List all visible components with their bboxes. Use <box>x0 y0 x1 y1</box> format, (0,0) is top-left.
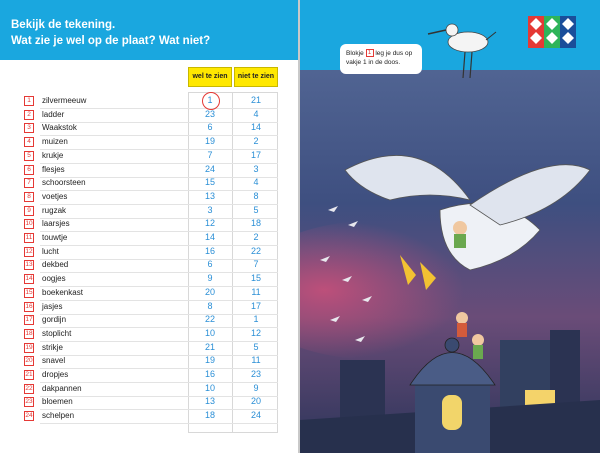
row-word: flesjes <box>42 164 65 174</box>
value-seen: 23 <box>204 108 215 119</box>
row-number: 22 <box>25 384 33 392</box>
table-row <box>0 355 298 369</box>
row-number: 19 <box>25 343 33 351</box>
row-word: schoorsteen <box>42 178 86 188</box>
table-row <box>0 205 298 219</box>
row-number: 3 <box>24 123 34 133</box>
bubble-text-start: Blokje <box>346 50 364 57</box>
row-word: lucht <box>42 246 59 256</box>
row-number: 11 <box>25 234 33 241</box>
value-not-seen: 5 <box>253 341 259 352</box>
bubble-number-box: 1 <box>366 49 374 57</box>
table-row <box>0 150 298 164</box>
table-row <box>0 273 298 287</box>
table-row <box>0 369 298 383</box>
row-number: 15 <box>25 288 33 296</box>
left-page <box>0 0 298 453</box>
row-number: 20 <box>25 357 33 365</box>
row-word: muizen <box>42 137 68 147</box>
row-word: stoplicht <box>42 328 72 338</box>
row-number: 1 <box>24 96 34 106</box>
row-word: voetjes <box>42 191 68 201</box>
column-header-not-seen: niet te zien <box>234 67 278 87</box>
highlight-circle <box>202 92 220 110</box>
value-not-seen: 15 <box>250 273 261 284</box>
value-seen: 19 <box>204 355 215 366</box>
instruction-header <box>0 0 298 60</box>
value-seen: 1 <box>207 95 213 105</box>
row-word: gordijn <box>42 315 67 325</box>
value-not-seen: 14 <box>250 122 261 133</box>
table-row <box>0 177 298 191</box>
value-seen: 19 <box>204 136 215 147</box>
value-not-seen: 12 <box>250 327 261 338</box>
row-number: 2 <box>24 110 34 120</box>
row-number: 16 <box>25 302 33 310</box>
row-word: jasjes <box>42 301 63 311</box>
value-not-seen: 23 <box>250 369 261 379</box>
table-row <box>0 287 298 301</box>
row-word: Waakstok <box>42 123 77 133</box>
value-seen: 6 <box>207 259 213 270</box>
value-not-seen: 20 <box>250 396 261 407</box>
row-number: 5 <box>24 151 34 161</box>
value-seen: 7 <box>207 149 213 160</box>
instruction-line-1: Bekijk de tekening. <box>11 19 116 31</box>
row-number: 21 <box>25 371 33 378</box>
value-seen: 16 <box>204 245 215 256</box>
value-not-seen: 17 <box>250 300 261 311</box>
bubble-text-end: leg je dus op vakje 1 in de doos. <box>346 50 413 66</box>
table-row <box>0 301 298 315</box>
value-seen: 20 <box>204 286 215 297</box>
table-row <box>0 259 298 273</box>
table-row <box>0 246 298 260</box>
row-number: 8 <box>24 192 34 202</box>
value-seen: 15 <box>204 177 215 188</box>
value-not-seen: 3 <box>253 163 259 174</box>
value-seen: 21 <box>204 341 215 352</box>
value-not-seen: 24 <box>250 410 261 421</box>
row-number: 4 <box>24 137 34 147</box>
row-number: 23 <box>25 398 33 406</box>
row-word: dakpannen <box>42 383 82 393</box>
instruction-line-2: Wat zie je wel op de plaat? Wat niet? <box>11 35 211 47</box>
value-not-seen: 11 <box>251 355 261 366</box>
value-seen: 13 <box>204 396 215 407</box>
row-number: 10 <box>25 220 33 228</box>
value-not-seen: 11 <box>251 286 261 297</box>
value-not-seen: 1 <box>253 314 259 325</box>
value-seen: 9 <box>207 273 213 284</box>
value-not-seen: 4 <box>253 177 259 188</box>
table-row <box>0 122 298 136</box>
table-row <box>0 218 298 232</box>
value-seen: 14 <box>204 232 215 242</box>
row-number: 18 <box>25 329 33 337</box>
table-row <box>0 396 298 410</box>
table-row <box>0 109 298 123</box>
value-not-seen: 4 <box>253 108 259 119</box>
table-row <box>0 410 298 424</box>
row-word: ladder <box>42 109 65 119</box>
row-number: 13 <box>25 261 33 269</box>
row-word: rugzak <box>42 205 67 215</box>
table-row <box>0 191 298 205</box>
value-seen: 10 <box>204 382 215 393</box>
table-row <box>0 164 298 178</box>
value-seen: 18 <box>204 410 215 421</box>
value-seen: 8 <box>207 300 213 311</box>
table-row <box>0 342 298 356</box>
table-row <box>0 95 298 109</box>
table-row <box>0 136 298 150</box>
value-seen: 13 <box>204 190 215 201</box>
speech-bubble <box>340 44 422 74</box>
row-word: zilvermeeuw <box>42 96 87 105</box>
value-seen: 16 <box>204 369 215 379</box>
value-not-seen: 18 <box>250 218 261 229</box>
value-not-seen: 2 <box>253 232 259 242</box>
value-not-seen: 22 <box>250 245 261 256</box>
value-seen: 22 <box>204 314 215 325</box>
value-seen: 12 <box>204 218 215 229</box>
value-seen: 10 <box>204 327 215 338</box>
row-word: laarsjes <box>42 219 70 229</box>
logo <box>528 16 576 48</box>
row-number: 7 <box>24 178 34 188</box>
row-word: touwtje <box>42 233 68 242</box>
value-not-seen: 2 <box>253 136 259 147</box>
row-word: dekbed <box>42 260 69 270</box>
row-word: dropjes <box>42 370 69 379</box>
value-seen: 3 <box>207 204 213 215</box>
table-row <box>0 383 298 397</box>
row-word: schelpen <box>42 411 75 421</box>
value-seen: 6 <box>207 122 213 133</box>
row-divider <box>40 423 278 424</box>
table-row <box>0 328 298 342</box>
value-not-seen: 9 <box>253 382 259 393</box>
row-word: krukje <box>42 150 64 160</box>
row-number: 14 <box>25 275 33 283</box>
row-number: 17 <box>25 316 33 324</box>
value-not-seen: 8 <box>253 190 259 201</box>
value-not-seen: 21 <box>250 95 261 105</box>
table-row <box>0 314 298 328</box>
value-not-seen: 17 <box>250 149 261 160</box>
row-word: bloemen <box>42 397 73 407</box>
value-not-seen: 5 <box>253 204 259 215</box>
row-word: oogjes <box>42 274 66 284</box>
value-seen: 24 <box>204 163 215 174</box>
row-number: 9 <box>24 206 34 216</box>
row-word: boekenkast <box>42 287 83 297</box>
row-number: 24 <box>25 412 33 420</box>
row-number: 6 <box>24 165 34 175</box>
table-row <box>0 232 298 246</box>
row-word: strikje <box>42 342 63 352</box>
column-header-seen: wel te zien <box>188 67 232 87</box>
row-number: 12 <box>25 247 33 255</box>
row-word: snavel <box>42 356 66 366</box>
illustration-page <box>300 0 600 453</box>
value-not-seen: 7 <box>253 259 259 270</box>
